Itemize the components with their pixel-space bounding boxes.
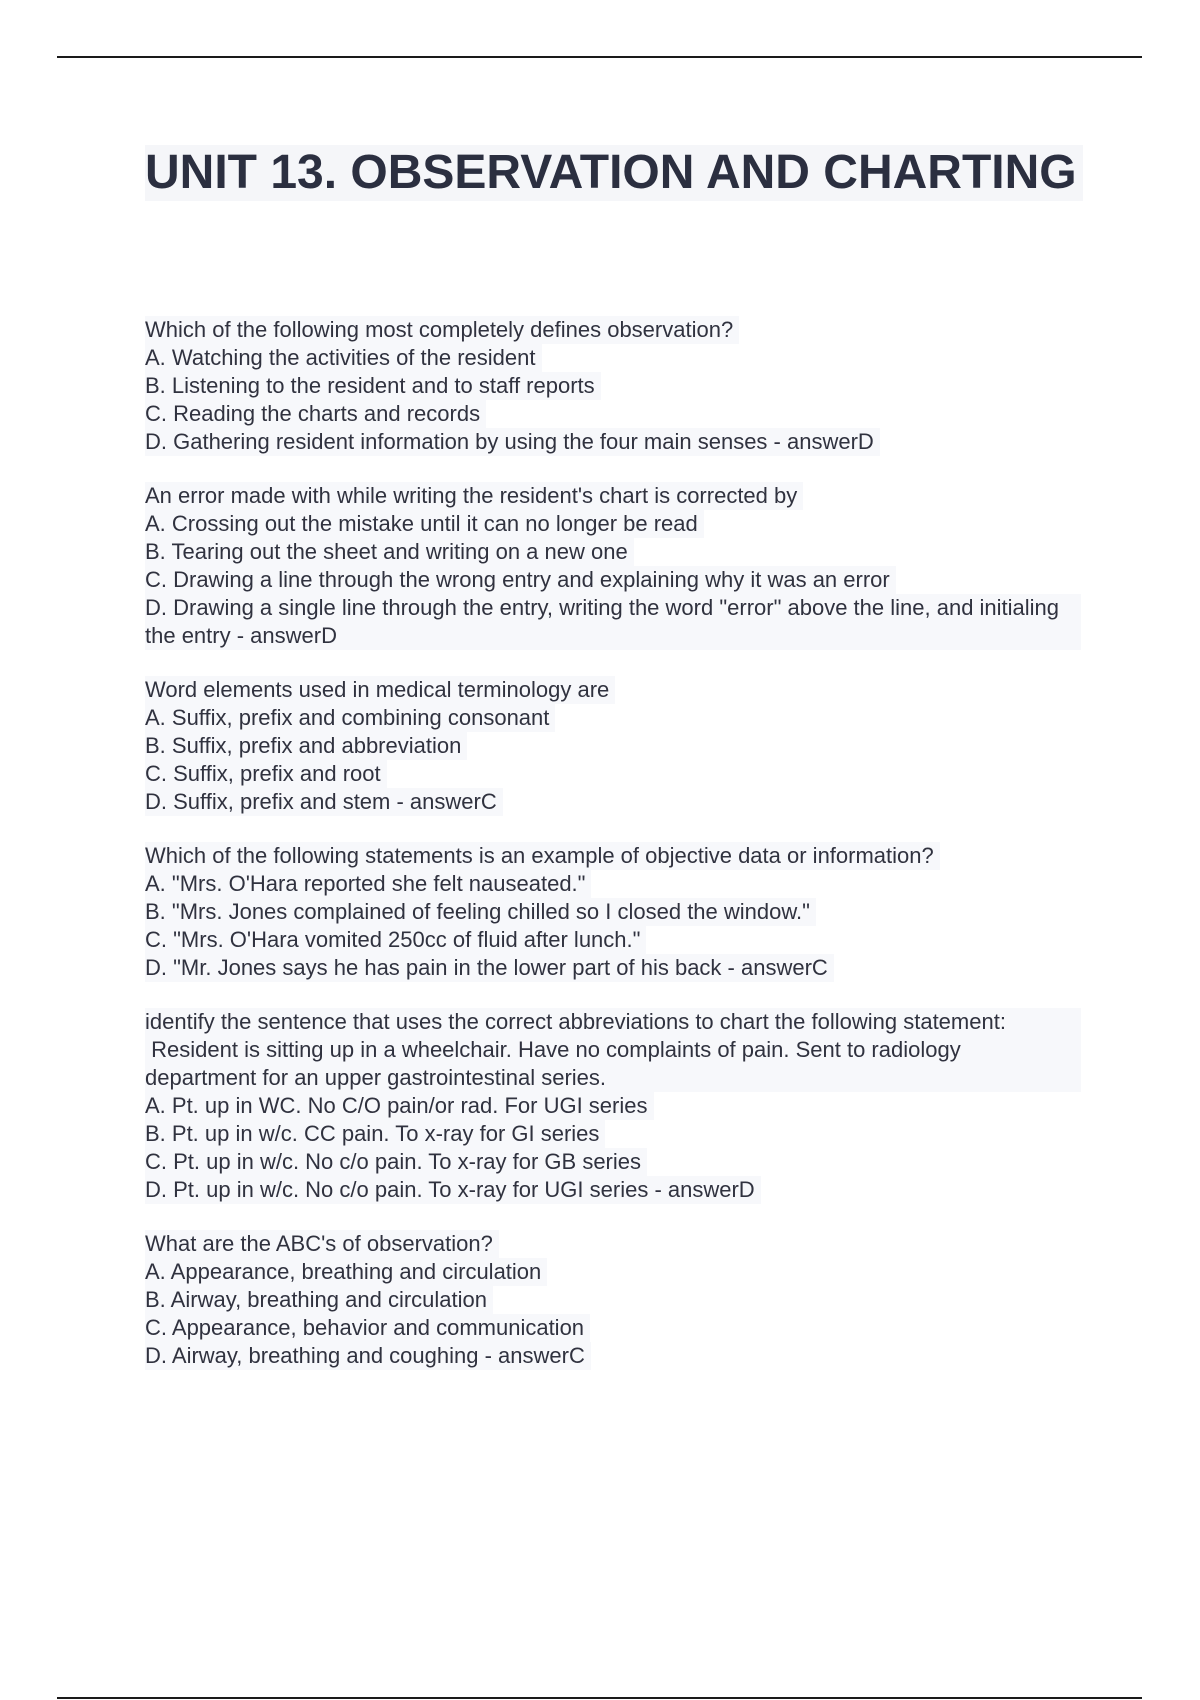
option-c: C. Drawing a line through the wrong entry and explaining why it was an error bbox=[145, 566, 896, 594]
document-body bbox=[145, 145, 1100, 1396]
option-c: C. Suffix, prefix and root bbox=[145, 760, 387, 788]
option-d: D. Suffix, prefix and stem - answerC bbox=[145, 788, 503, 816]
option-c: C. "Mrs. O'Hara vomited 250cc of fluid after lunch." bbox=[145, 926, 646, 954]
page-title: UNIT 13. OBSERVATION AND CHARTING bbox=[145, 145, 1083, 201]
option-a: A. Crossing out the mistake until it can no longer be read bbox=[145, 510, 704, 538]
question-stem: Which of the following most completely defines observation? bbox=[145, 316, 739, 344]
question-list bbox=[145, 316, 1100, 1370]
question-stem: What are the ABC's of observation? bbox=[145, 1230, 499, 1258]
option-b: B. Listening to the resident and to staff reports bbox=[145, 372, 601, 400]
top-divider bbox=[57, 56, 1142, 58]
option-b: B. Suffix, prefix and abbreviation bbox=[145, 732, 467, 760]
question-statement: Resident is sitting up in a wheelchair. Have no complaints of pain. Sent to radiology department for an upper gastrointestinal series. bbox=[145, 1036, 1081, 1092]
option-a: A. Suffix, prefix and combining consonant bbox=[145, 704, 555, 732]
option-a: A. "Mrs. O'Hara reported she felt nauseated." bbox=[145, 870, 591, 898]
question-2 bbox=[145, 482, 1100, 650]
option-c: C. Pt. up in w/c. No c/o pain. To x-ray for GB series bbox=[145, 1148, 647, 1176]
question-1 bbox=[145, 316, 1100, 456]
option-b: B. "Mrs. Jones complained of feeling chilled so I closed the window." bbox=[145, 898, 816, 926]
question-4 bbox=[145, 842, 1100, 982]
question-stem: identify the sentence that uses the correct abbreviations to chart the following statement: bbox=[145, 1008, 1081, 1036]
question-stem: An error made with while writing the resident's chart is corrected by bbox=[145, 482, 803, 510]
question-6 bbox=[145, 1230, 1100, 1370]
bottom-divider bbox=[57, 1697, 1142, 1699]
option-b: B. Tearing out the sheet and writing on a new one bbox=[145, 538, 634, 566]
option-d: D. Gathering resident information by using the four main senses - answerD bbox=[145, 428, 880, 456]
option-c: C. Appearance, behavior and communication bbox=[145, 1314, 590, 1342]
option-d: D. Pt. up in w/c. No c/o pain. To x-ray for UGI series - answerD bbox=[145, 1176, 761, 1204]
option-b: B. Airway, breathing and circulation bbox=[145, 1286, 493, 1314]
option-d: D. "Mr. Jones says he has pain in the lower part of his back - answerC bbox=[145, 954, 834, 982]
option-c: C. Reading the charts and records bbox=[145, 400, 486, 428]
option-a: A. Appearance, breathing and circulation bbox=[145, 1258, 547, 1286]
option-d: D. Airway, breathing and coughing - answerC bbox=[145, 1342, 591, 1370]
option-b: B. Pt. up in w/c. CC pain. To x-ray for GI series bbox=[145, 1120, 605, 1148]
option-d: D. Drawing a single line through the entry, writing the word "error" above the line, and initialing the entry - answerD bbox=[145, 594, 1081, 650]
question-5 bbox=[145, 1008, 1100, 1204]
option-a: A. Pt. up in WC. No C/O pain/or rad. For UGI series bbox=[145, 1092, 654, 1120]
question-stem: Which of the following statements is an example of objective data or information? bbox=[145, 842, 940, 870]
question-3 bbox=[145, 676, 1100, 816]
option-a: A. Watching the activities of the resident bbox=[145, 344, 542, 372]
question-stem: Word elements used in medical terminology are bbox=[145, 676, 615, 704]
